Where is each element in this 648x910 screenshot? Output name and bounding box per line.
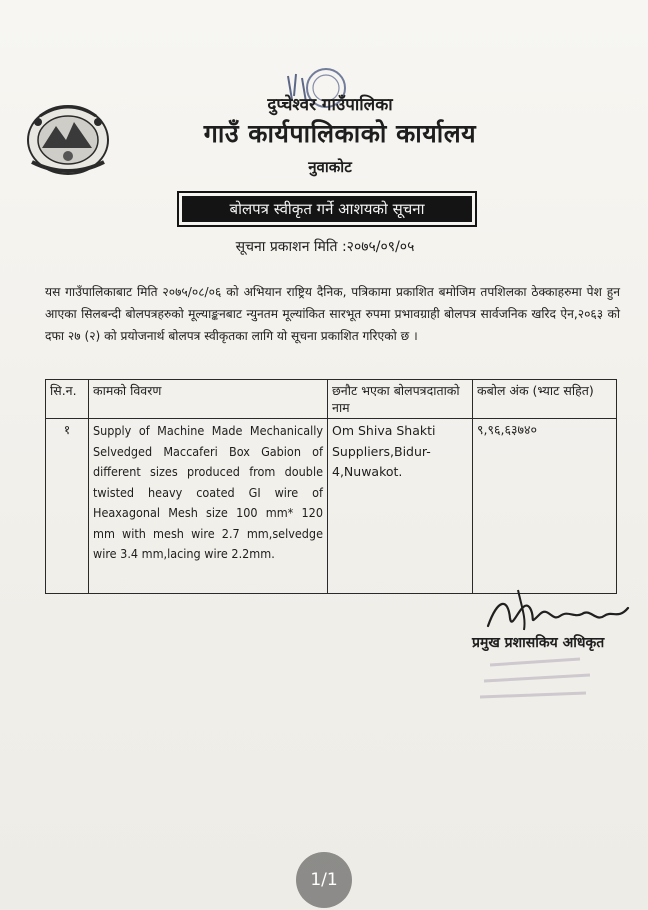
officer-title: प्रमुख प्रशासकिय अधिकृत — [472, 635, 605, 651]
column-header-bidder: छनौट भएका बोलपत्रदाताको नाम — [328, 380, 473, 419]
column-header-work-description: कामको विवरण — [89, 380, 328, 419]
notice-title-banner: बोलपत्र स्वीकृत गर्ने आशयको सूचना — [182, 196, 472, 222]
table-header-row — [46, 380, 617, 419]
office-name: गाउँ कार्यपालिकाको कार्यालय — [203, 119, 477, 148]
column-header-serial: सि.न. — [46, 380, 89, 419]
faint-office-stamp — [470, 655, 600, 705]
table-row — [46, 419, 617, 594]
nepal-emblem-logo — [22, 96, 114, 178]
bid-table — [45, 379, 617, 594]
cell-bidder-name: Om Shiva Shakti Suppliers,Bidur-4,Nuwakot. — [328, 419, 473, 594]
municipality-name: दुप्चेश्वर गाउँपालिका — [267, 95, 393, 115]
handwritten-signature — [478, 578, 638, 638]
column-header-amount: कबोल अंक (भ्याट सहित) — [473, 380, 617, 419]
cell-bid-amount: ९,९६,६३७४० — [473, 419, 617, 594]
page-indicator[interactable]: 1/1 — [296, 852, 352, 908]
publication-date: सूचना प्रकाशन मिति :२०७५/०९/०५ — [235, 239, 415, 255]
cell-work-description: Supply of Machine Made Mechanically Selvedged Maccaferi Box Gabion of different sizes produced from double twisted heavy coated GI wire of Heaxagonal Mesh size 100 mm* 120 mm with mesh wire 2.7 mm,selvedge wire 3.4 mm,lacing wire 2.2mm. — [89, 419, 328, 594]
cell-serial: १ — [46, 419, 89, 594]
notice-body-paragraph: यस गाउँपालिकाबाट मिति २०७५/०८/०६ को अभियान राष्ट्रिय दैनिक, पत्रिकामा प्रकाशित बमोजिम तपशिलका ठेक्काहरुमा पेश हुन आएका सिलबन्दी बोलपत्रहरुको मूल्याङ्कनबाट न्युनतम मूल्यांकित सारभूत रुपमा प्रभावग्राही बोलपत्र सार्वजनिक खरिद ऐन,२०६३ को दफा २७ (२) को प्रयोजनार्थ बोलपत्र स्वीकृतका लागि यो सूचना प्रकाशित गरिएको छ । — [45, 285, 620, 343]
district-name: नुवाकोट — [308, 158, 352, 176]
